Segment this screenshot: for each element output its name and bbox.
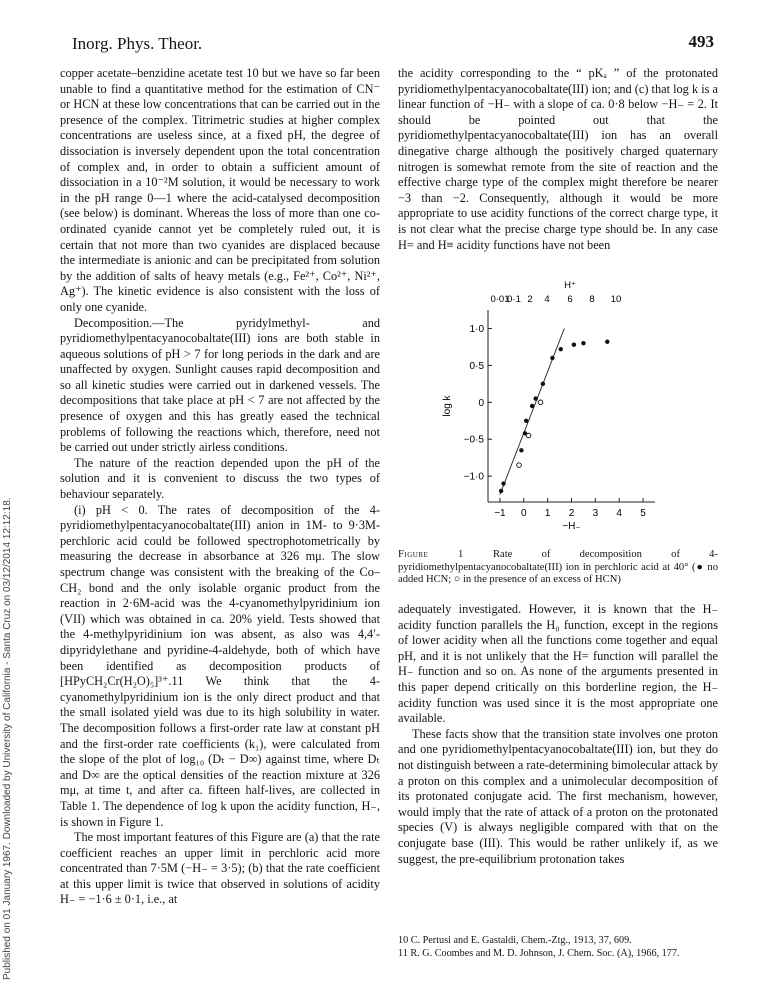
- y-tick-label: 0: [478, 397, 484, 409]
- paragraph: copper acetate–benzidine acetate test 10 but we have so far been unable to find a quantitative method for the estimation of CN⁻ or HCN at these low concentrations that can be carried out in the presence of the complex. Titrimetric studies at higher complex concentrations are useless since, at a fixed pH, the degree of dissociation is inversely dependent upon the total concentration of complex and, in order to obtain a sufficient amount of dissociation in a 10⁻²M solution, it would be necessary to work in the pH range 0—1 where the acid-catalysed decomposition (see below) is dominant. Whereas the loss of more than one co-ordinated cyanide cannot yet be completely ruled out, it is certain that not more than two cyanides are displaced because the intermediate is anionic and can be precipitated from solution by the addition of salts of heavy metals (e.g., Fe²⁺, Co²⁺, Ni²⁺, Ag⁺). The kinetic evidence is also consistent with the loss of only one cyanide.: [60, 66, 380, 314]
- data-point-filled: [519, 448, 523, 452]
- x-tick-label: 3: [592, 508, 599, 519]
- top-tick-label: 0·01: [490, 294, 510, 305]
- x-tick-label: 2: [568, 508, 575, 519]
- footnotes: [398, 935, 718, 960]
- data-point-filled: [534, 396, 538, 400]
- figure-1: [430, 262, 690, 547]
- top-tick-label: 2: [527, 294, 533, 305]
- right-column-top: [398, 66, 718, 253]
- data-point-open: [517, 463, 522, 468]
- data-point-filled: [499, 489, 503, 493]
- scatter-chart: [430, 262, 690, 547]
- x-tick-label: 0: [521, 508, 527, 519]
- data-point-filled: [550, 356, 554, 360]
- paragraph: The nature of the reaction depended upon the pH of the solution and it is convenient to discuss the two types of behaviour separately.: [60, 455, 380, 502]
- footnote: 10 C. Pertusi and E. Gastaldi, Chem.-Ztg., 1913, 37, 609.: [398, 935, 632, 946]
- data-point-filled: [581, 341, 585, 345]
- x-tick-label: 1: [544, 508, 551, 519]
- data-point-filled: [501, 481, 505, 485]
- paragraph: (i) pH < 0. The rates of decomposition of the 4-pyridiomethylpentacyanocobaltate(III) anion in 1M- to 9·3M-perchloric acid could be followed spectrophotometrically by measuring the decrease in absorbance at 326 mμ. The slow spectrum change was consistent with the breaking of the Co–CH₂ bond and the only isolable organic product from the reaction in 2·6M-acid was the 4-cyanomethylpyridinium ion (VII) which was obtained in ca. 20% yield. Tests showed that the 4-methylpyridinium ion was absent, as also was 4,4′-dipyridylethane and pyridine-4-aldehyde, both of which have been identified as decomposition products of [HPyCH₂Cr(H₂O)₅]³⁺.11 We think that the 4-cyanomethylpyridinium ion is the only direct product and that the small isolated yield was due to its high solubility in water. The decomposition follows a first-order rate law at constant pH and the first-order rate coefficients (k₁), were calculated from the slope of the plot of log₁₀ (Dₜ − D∞) against time, where Dₜ and D∞ are the optical densities of the reaction mixture at 326 mμ, at time t, and after ca. fifteen half-lives, are collected in Table 1. The dependence of log k upon the acidity function, H₋, is shown in Figure 1.: [60, 502, 380, 829]
- data-point-filled: [524, 419, 528, 423]
- paragraph: adequately investigated. However, it is known that the H₋ acidity function parallels the H₀ function, except in the regions of lower acidity when all the functions come together and equal pH, and it is not unlikely that the H= function will parallel the H₋ function and so on. As none of the arguments presented in this paper depend critically on this borderline region, the H₋ acidity function was used since it is the most appropriate one available.: [398, 602, 718, 726]
- data-point-filled: [559, 347, 563, 351]
- figure-caption: [398, 549, 718, 587]
- page-number: 493: [688, 32, 714, 51]
- left-column: [60, 66, 380, 908]
- figure-caption-text: Rate of decomposition of 4-pyridiomethylpentacyanocobaltate(III) ion in perchloric acid at 40° (● no added HCN; ○ in the presence of an excess of HCN): [398, 549, 718, 586]
- y-tick-label: −1·0: [463, 471, 484, 483]
- top-tick-label: 10: [610, 294, 622, 305]
- data-point-open: [538, 400, 543, 405]
- data-point-filled: [541, 382, 545, 386]
- top-tick-label: 4: [544, 294, 550, 305]
- download-notice: Published on 01 January 1967. Downloaded by University of California - Santa Cruz on 03/12/2014 12:12:18.: [2, 497, 13, 980]
- right-column-bottom: [398, 602, 718, 867]
- top-tick-label: 0·1: [507, 294, 521, 305]
- x-tick-label: 4: [616, 508, 622, 519]
- footnote: 11 R. G. Coombes and M. D. Johnson, J. Chem. Soc. (A), 1966, 177.: [398, 947, 680, 959]
- fit-line: [500, 328, 564, 494]
- x-tick-label: 5: [640, 508, 646, 519]
- paragraph: These facts show that the transition state involves one proton and one pyridiomethylpentacyanocobaltate(III) ion, but they do not distinguish between a rate-determining bimolecular attack by a proton on this complex and a unimolecular decomposition of its protonated conjugate acid. The first mechanism, however, would imply that the rate of attack of a proton on the protonated species (V) is always negligible compared with that on the conjugate base (III). This would be rather unlikely if, as we suggest, the pre-equilibrium protonation takes: [398, 726, 718, 866]
- x-tick-label: −1: [494, 508, 506, 519]
- paragraph: the acidity corresponding to the “ pKₐ ” of the protonated pyridiomethylpentacyanocobaltate(III) ion; and (c) that log k is a linear function of −H₋ with a slope of ca. 0·8 below −H₋ = 2. It should be pointed out that the pyridiomethylpentacyanocobaltate(III) ion has an overall dinegative charge although the positively charged quaternary nitrogen is somewhat remote from the site of reaction and the effective charge type of the complex might therefore be nearer −3 than −2. Consequently, although it would be more appropriate to use acidity functions of the correct charge type, it is not clear what the precise charge type should be. In any case H= and H≡ acidity functions have not been: [398, 66, 718, 252]
- y-tick-label: 1·0: [469, 323, 484, 335]
- top-tick-label: 8: [589, 294, 595, 305]
- paragraph: The most important features of this Figure are (a) that the rate coefficient reaches an upper limit in perchloric acid more concentrated than 7·5M (−H₋ = 3·5); (b) that the rate coefficient at this upper limit is twice that observed in solutions of acidity H₋ = −1·6 ± 0·1, i.e., at: [60, 830, 380, 907]
- top-tick-label: 6: [567, 294, 573, 305]
- figure-label: Figure 1: [398, 549, 464, 560]
- journal-header: Inorg. Phys. Theor.: [72, 34, 203, 53]
- y-tick-label: −0·5: [463, 434, 484, 446]
- y-tick-label: 0·5: [469, 360, 484, 372]
- data-point-filled: [572, 343, 576, 347]
- data-point-open: [526, 433, 531, 438]
- y-axis-label: log k: [442, 395, 453, 417]
- paragraph: Decomposition.—The pyridylmethyl- and pyridiomethylpentacyanocobaltate(III) ions are both stable in aqueous solutions of pH > 7 for long periods in the dark and are unaffected by oxygen. Sunlight causes rapid decomposition and so all kinetic studies were carried out in darkened vessels. The decompositions that take place at pH < 7 are not affected by the presence of oxygen and this has greatly eased the technical problems of following the reactions which, therefore, need not be carried out under strictly airless conditions.: [60, 315, 380, 455]
- data-point-filled: [605, 340, 609, 344]
- top-axis-label: H⁺: [564, 280, 576, 291]
- data-point-filled: [530, 404, 534, 408]
- x-axis-label: −H₋: [562, 521, 581, 532]
